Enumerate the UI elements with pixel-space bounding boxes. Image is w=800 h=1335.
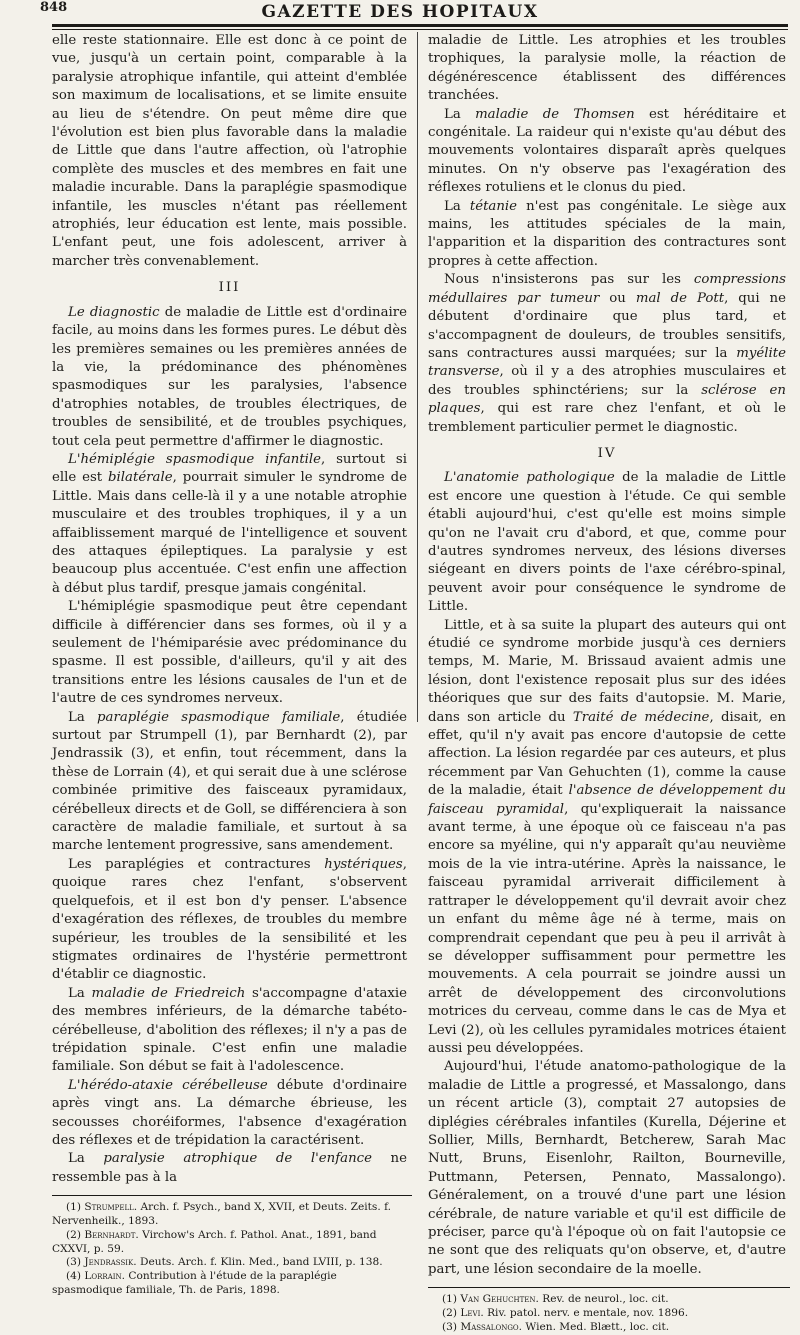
term-bilaterale: bilatérale bbox=[108, 470, 173, 486]
page-number: 848 bbox=[40, 0, 68, 15]
footnotes-left bbox=[52, 1201, 407, 1298]
paragraph-little: Little, et à sa suite la plupart des auteurs qui ont étudié ce syndrome morbide jusqu'à ces derniers temps, M. Marie, M. Brissaud avaient admis une lésion, dont l'existence reposait plus sur des idées théoriques que sur des faits d'autopsie. M. Marie, dans son article du Traité de médecine, disait, en effet, qu'il n'y avait pas encore d'autopsie de cette affection. La lésion regardée par ces auteurs, et plus récemment par Van Gehuchten (1), comme la cause de la maladie, était l'absence de développement du faisceau pyramidal, qu'expliquerait la naissance avant terme, à une époque où ce faisceau n'a pas encore sa myéline, qui n'y apparaît qu'au neuvième mois de la vie intra-utérine. Après la naissance, le faisceau pyramidal arriverait difficilement à rattraper le développement qu'il devrait avoir chez un enfant du même âge né à terme, mais on comprendrait cependant que peu à peu il arrivât à se développer suffisamment pour permettre les mouvements. A cela pourrait se joindre aussi un arrêt de développement des circonvolutions motrices du cerveau, comme dans le cas de Mya et Levi (2), où les cellules pyramidales motrices étaient aussi peu développées. bbox=[428, 617, 786, 1056]
term-absence-developpement: l'absence de développement du faisceau pyramidal bbox=[428, 783, 786, 817]
footnote: (3) Massalongo. Wien. Med. Blætt., loc. cit. bbox=[442, 1320, 670, 1333]
paragraph-intro-right: maladie de Little. Les atrophies et les troubles trophiques, la paralysie molle, la réaction de dégénérescence établissent des différences tranchées. bbox=[428, 33, 786, 104]
paragraph-anatomie: L'anatomie pathologique de la maladie de Little est encore une question à l'étude. Ce qui semble établi aujourd'hui, c'est qu'elle est moins simple qu'on ne l'avait cru d'abord, et que, comme pour d'autres syndromes nerveux, des lésions diverses siégeant en divers points de l'axe cérébro-spinal, peuvent avoir pour conséquence le syndrome de Little. bbox=[428, 470, 787, 615]
footnote-rule bbox=[52, 1195, 412, 1196]
section-heading-iv: IV bbox=[597, 445, 617, 461]
paragraph-diagnostic: Le diagnostic de maladie de Little est d'ordinaire facile, au moins dans les formes pures. Le début dès les premières semaines ou les premières années de la vie, la prédominance des phénomènes spasmodiques sur les paralysies, l'absence d'atrophies notables, de troubles électriques, de troubles de sensibilité, et de troubles psychiques, tout cela peut permettre d'affirmer le diagnostic. bbox=[52, 304, 407, 449]
paragraph-heredo-ataxie: L'hérédo-ataxie cérébelleuse débute d'ordinaire après vingt ans. La démarche ébrieuse, les secousses choréiformes, l'absence d'exagération des réflexes et de trépidation la caractérisent. bbox=[52, 1077, 407, 1148]
footnote: (2) Bernhardt. Virchow's Arch. f. Pathol. Anat., 1891, band CXXVI, p. 59. bbox=[52, 1228, 377, 1255]
term-traite: Traité de médecine bbox=[572, 709, 710, 725]
paragraph-compressions: Nous n'insisterons pas sur les compressions médullaires par tumeur ou mal de Pott, qui ne débutent d'ordinaire que plus tard, et s'accompagnent de douleurs, de troubles sensitifs, sans contractures aussi marquées; sur la myélite transverse, où il y a des atrophies musculaires et des troubles sphinctériens; sur la sclérose en plaques, qui est rare chez l'enfant, et où le tremblement particulier permet le diagnostic. bbox=[428, 272, 786, 435]
term-tetanie: tétanie bbox=[469, 198, 518, 214]
term-hemiplegie: L'hémiplégie spasmodique infantile bbox=[68, 451, 322, 467]
paragraph-intro-left: elle reste stationnaire. Elle est donc à ce point de vue, jusqu'à un certain point, comparable à la paralysie atrophique infantile, qui atteint d'emblée son maximum de localisations, et se limite ensuite au lieu de s'étendre. On peut même dire que l'évolution est bien plus favorable dans la maladie de Little que dans l'autre affection, où l'atrophie complète des muscles et des membres en fait une maladie incurable. Dans la paraplégie spasmodique infantile, les muscles n'étant pas réellement atrophiés, leur éducation est lente, mais possible. L'enfant peut, une fois adolescent, arriver à marcher très convenablement. bbox=[52, 33, 407, 269]
header-rule-thin bbox=[52, 29, 788, 30]
term-friedreich: maladie de Friedreich bbox=[91, 985, 246, 1001]
footnotes-right bbox=[428, 1293, 786, 1334]
term-myelite: myélite transverse bbox=[428, 345, 786, 380]
term-heredo-ataxie: L'hérédo-ataxie cérébelleuse bbox=[68, 1077, 268, 1093]
footnote: (4) Lorrain. Contribution à l'étude de la paraplégie spasmodique familiale, Th. de Paris, 1898. bbox=[52, 1270, 337, 1296]
term-paralysie-atrophique: paralysie atrophique de l'enfance bbox=[103, 1151, 372, 1167]
term-hysteriques: hystériques bbox=[324, 856, 403, 872]
paragraph-tetanie: La tétanie n'est pas congénitale. Le siège aux mains, les attitudes spéciales de la main, l'apparition et la disparition des contractures sont propres à cette affection. bbox=[428, 198, 786, 269]
right-column bbox=[428, 32, 786, 1335]
footnote: (3) Jendrassik. Deuts. Arch. f. Klin. Med., band LVIII, p. 138. bbox=[66, 1256, 383, 1269]
section-heading-iii: III bbox=[218, 280, 241, 296]
term-compressions: compressions médullaires par tumeur bbox=[428, 272, 786, 306]
paragraph-paraplegie: La paraplégie spasmodique familiale, étudiée surtout par Strumpell (1), par Bernhardt (2), par Jendrassik (3), et enfin, tout récemment, dans la thèse de Lorrain (4), et qui serait due à une sclérose combinée primitive des faisceaux pyramidaux, cérébelleux directs et de Goll, se différenciera à son caractère de maladie familiale, et surtout à sa marche lentement progressive, sans amendement. bbox=[52, 709, 408, 854]
paragraph-hemiplegie: L'hémiplégie spasmodique infantile, surtout si elle est bilatérale, pourrait simuler le syndrome de Little. Mais dans celle-là il y a une notable atrophie musculaire et des troubles trophiques, il y a un affaiblissement marqué de l'intelligence et souvent des attaques épileptiques. La paralysie y est beaucoup plus accentuée. C'est enfin une affection à début plus tardif, presque jamais congénital. bbox=[52, 451, 407, 596]
paragraph-paralysie-atrophique: La paralysie atrophique de l'enfance ne ressemble pas à la bbox=[52, 1151, 407, 1185]
term-paraplegie: paraplégie spasmodique familiale bbox=[97, 709, 341, 725]
footnote: (2) Levi. Riv. patol. nerv. e mentale, nov. 1896. bbox=[442, 1307, 689, 1320]
running-head: GAZETTE DES HOPITAUX bbox=[261, 2, 539, 22]
footnote: (1) Strumpell. Arch. f. Psych., band X, XVII, et Deuts. Zeits. f. Nervenheilk., 1893. bbox=[52, 1201, 392, 1227]
paragraph-aujourdhui: Aujourd'hui, l'étude anatomo-pathologique de la maladie de Little a progressé, et Massalongo, dans un récent article (3), comptait 27 autopsies de diplégies cérébrales infantiles (Kurella, Déjerine et Sollier, Mills, Bernhardt, Betcherew, Sarah Mac Nutt, Bruns, Eisenlohr, Railton, Bourneville, Puttmann, Petersen, Pennato, Massalongo). Généralement, on a trouvé d'une part une lésion cérébrale, de nature variable et qu'il est difficile de préciser, parce qu'à l'époque où on fait l'autopsie ce ne sont que des reliquats qu'on observe, et, d'autre part, une lésion secondaire de la moelle. bbox=[428, 1059, 786, 1277]
term-thomsen: maladie de Thomsen bbox=[475, 106, 635, 122]
column-separator bbox=[417, 32, 418, 722]
term-anatomie: L'anatomie pathologique bbox=[444, 470, 615, 486]
footnote: (1) Van Gehuchten. Rev. de neurol., loc. cit. bbox=[442, 1293, 669, 1306]
header-rule-thick bbox=[52, 24, 788, 27]
paragraph-hysteriques: Les paraplégies et contractures hystériques, quoique rares chez l'enfant, s'observent quelquefois, et il est bon d'y penser. L'absence d'exagération des réflexes, de troubles du membre supérieur, les troubles de la sensibilité et les stigmates ordinaires de l'hystérie permettront d'établir ce diagnostic. bbox=[52, 856, 407, 983]
term-mal-de-pott: mal de Pott bbox=[635, 290, 725, 306]
footnote-rule bbox=[428, 1287, 790, 1288]
paragraph-hemiplegie-2: L'hémiplégie spasmodique peut être cependant difficile à différencier dans ses formes, où il y a seulement de l'hémiparésie avec prédominance du spasme. Il est possible, d'ailleurs, qu'il y ait des transitions entre les lésions causales de l'un et de l'autre de ces syndromes nerveux. bbox=[52, 599, 407, 707]
term-sclerose: sclérose en plaques bbox=[428, 382, 786, 417]
left-column bbox=[52, 32, 407, 1298]
term-diagnostic: Le diagnostic bbox=[68, 304, 160, 320]
paragraph-thomsen: La maladie de Thomsen est héréditaire et congénitale. La raideur qui n'existe qu'au début des mouvements volontaires disparaît après quelques minutes. On n'y observe pas l'exagération des réflexes rotuliens et le clonus du pied. bbox=[428, 106, 786, 196]
paragraph-friedreich: La maladie de Friedreich s'accompagne d'ataxie des membres inférieurs, de la démarche tabéto-cérébelleuse, d'abolition des réflexes; il n'y a pas de trépidation spinale. C'est enfin une maladie familiale. Son début se fait à l'adolescence. bbox=[52, 985, 408, 1075]
